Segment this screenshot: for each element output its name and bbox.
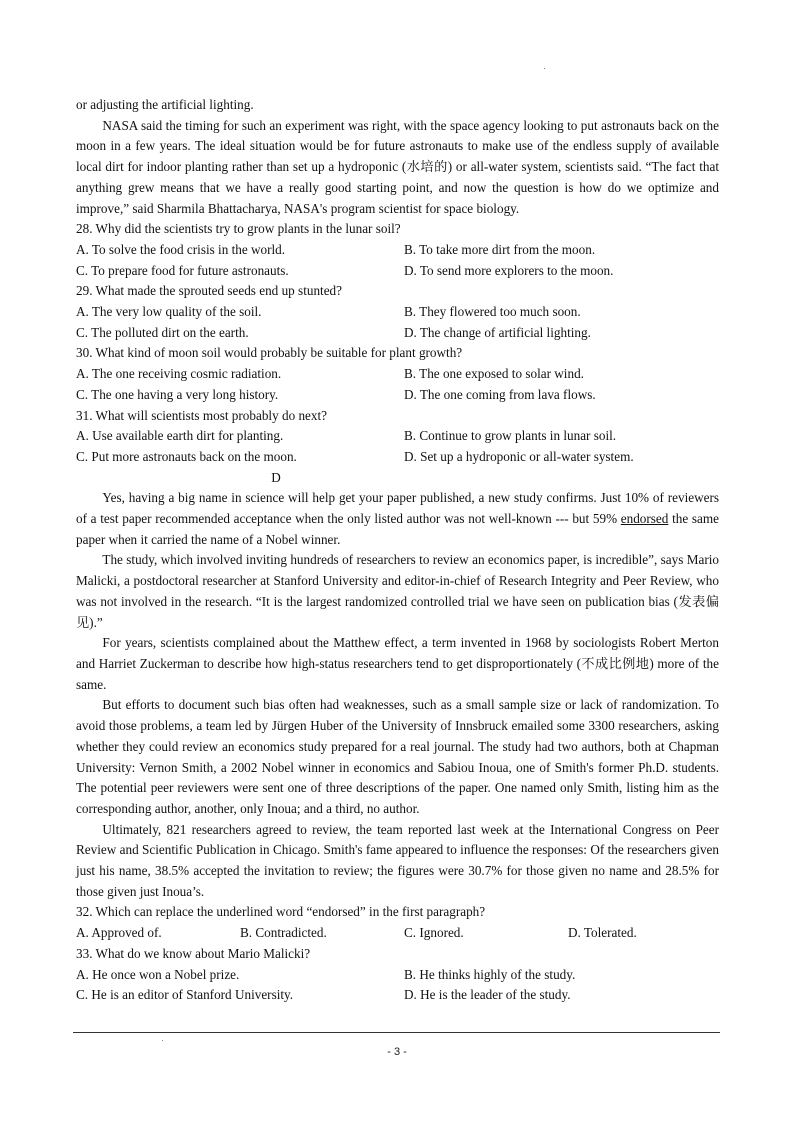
scan-speck	[162, 1040, 163, 1041]
question-stem: 29. What made the sprouted seeds end up stunted?	[76, 283, 343, 299]
passage-c-paragraph: NASA said the timing for such an experiment was right, with the space agency looking to put astronauts back on the moon in a few years. The ideal situation would be for future astronauts to make use of the endless supply of available local dirt for indoor planting rather than set up a hydroponic (水培的) or all-water system, scientists said. “The fact that anything grew means that we have a really good starting point, and now the question is how do we optimize and improve,” said Sharmila Bhattacharya, NASA's program scientist for space biology.	[76, 117, 719, 216]
option-c: C. The polluted dirt on the earth.	[76, 324, 249, 340]
question-options	[76, 923, 719, 944]
question-stem: 31. What will scientists most probably do next?	[76, 407, 328, 423]
option-a: A. The one receiving cosmic radiation.	[76, 366, 282, 382]
question-29	[76, 281, 719, 343]
page-number: - 3 -	[387, 1046, 407, 1058]
passage-d-paragraph-3: For years, scientists complained about the Matthew effect, a term invented in 1968 by sociologists Robert Merton and Harriet Zuckerman to describe how high-status researchers tend to get disproportionately (不成比例地) more of the same.	[76, 635, 719, 692]
footer-divider	[73, 1032, 720, 1033]
question-options	[76, 302, 719, 343]
section-heading-d: D	[271, 469, 281, 485]
paragraph-text: Yes, having a big name in science will help get your paper published, a new study confirms. Just 10% of reviewers of a test paper recommended acceptance when the only listed author was not well-known --- but 59%	[76, 490, 719, 527]
scan-speck	[544, 68, 545, 69]
question-stem: 28. Why did the scientists try to grow plants in the lunar soil?	[76, 221, 401, 237]
option-d: D. To send more explorers to the moon.	[404, 262, 614, 278]
question-options	[76, 965, 719, 1006]
option-a: A. He once won a Nobel prize.	[76, 966, 240, 982]
question-stem: 32. Which can replace the underlined word “endorsed” in the first paragraph?	[76, 904, 486, 920]
option-a: A. Use available earth dirt for planting.	[76, 428, 284, 444]
option-a: A. To solve the food crisis in the world.	[76, 241, 286, 257]
option-b: B. To take more dirt from the moon.	[404, 241, 596, 257]
page-content	[76, 95, 719, 1006]
paragraph-text: the same paper when it carried the name of a Nobel winner.	[76, 511, 719, 547]
option-b: B. Contradicted.	[240, 925, 327, 941]
option-c: C. Put more astronauts back on the moon.	[76, 448, 297, 464]
question-stem: 33. What do we know about Mario Malicki?	[76, 945, 311, 961]
passage-d-paragraph-4: But efforts to document such bias often had weaknesses, such as a small sample size or lack of randomization. To avoid those problems, a team led by Jürgen Huber of the University of Innsbruck emailed some 3300 researchers, asking whether they could review an economics study prepared for a real journal. The study had two authors, both at Chapman University: Vernon Smith, a 2002 Nobel winner in economics and Sabiou Inoua, one of Smith's former Ph.D. students. The potential peer reviewers were sent one of three descriptions of the paper. One named only Smith, listing him as the corresponding author, another, only Inoua; and a third, no author.	[76, 697, 719, 816]
option-b: B. The one exposed to solar wind.	[404, 366, 584, 382]
option-d: D. The change of artificial lighting.	[404, 324, 591, 340]
question-options	[76, 426, 719, 467]
passage-d-paragraph-1	[76, 488, 719, 550]
option-c: C. He is an editor of Stanford University.	[76, 987, 294, 1003]
question-options	[76, 240, 719, 281]
question-stem: 30. What kind of moon soil would probably be suitable for plant growth?	[76, 345, 463, 361]
passage-d-paragraph-5: Ultimately, 821 researchers agreed to review, the team reported last week at the International Congress on Peer Review and Scientific Publication in Chicago. Smith's fame appeared to influence the responses: Of the researchers given just his name, 38.5% accepted the invitation to review; the figures were 30.7% for those given no name and 28.5% for those given just Inoua’s.	[76, 821, 719, 899]
question-32	[76, 902, 719, 943]
option-d: D. Set up a hydroponic or all-water system.	[404, 448, 634, 464]
option-b: B. He thinks highly of the study.	[404, 966, 576, 982]
underlined-word: endorsed	[620, 511, 669, 527]
question-30	[76, 343, 719, 405]
question-options	[76, 364, 719, 405]
option-b: B. They flowered too much soon.	[404, 304, 581, 320]
passage-d-paragraph-2: The study, which involved inviting hundreds of researchers to review an economics paper, is incredible”, says Mario Malicki, a postdoctoral researcher at Stanford University and editor-in-chief of Research Integrity and Peer Review, who was not involved in the research. “It is the largest randomized controlled trial we have seen on publication bias (发表偏见).”	[76, 552, 719, 630]
question-31	[76, 406, 719, 468]
option-b: B. Continue to grow plants in lunar soil.	[404, 428, 617, 444]
option-a: A. The very low quality of the soil.	[76, 304, 262, 320]
option-a: A. Approved of.	[76, 925, 162, 941]
option-c: C. Ignored.	[404, 925, 464, 941]
question-28	[76, 219, 719, 281]
option-d: D. He is the leader of the study.	[404, 987, 571, 1003]
option-c: C. To prepare food for future astronauts.	[76, 262, 289, 278]
passage-c-tail-line: or adjusting the artificial lighting.	[76, 97, 254, 112]
option-c: C. The one having a very long history.	[76, 386, 279, 402]
question-33	[76, 944, 719, 1006]
option-d: D. Tolerated.	[568, 925, 637, 941]
option-d: D. The one coming from lava flows.	[404, 386, 596, 402]
